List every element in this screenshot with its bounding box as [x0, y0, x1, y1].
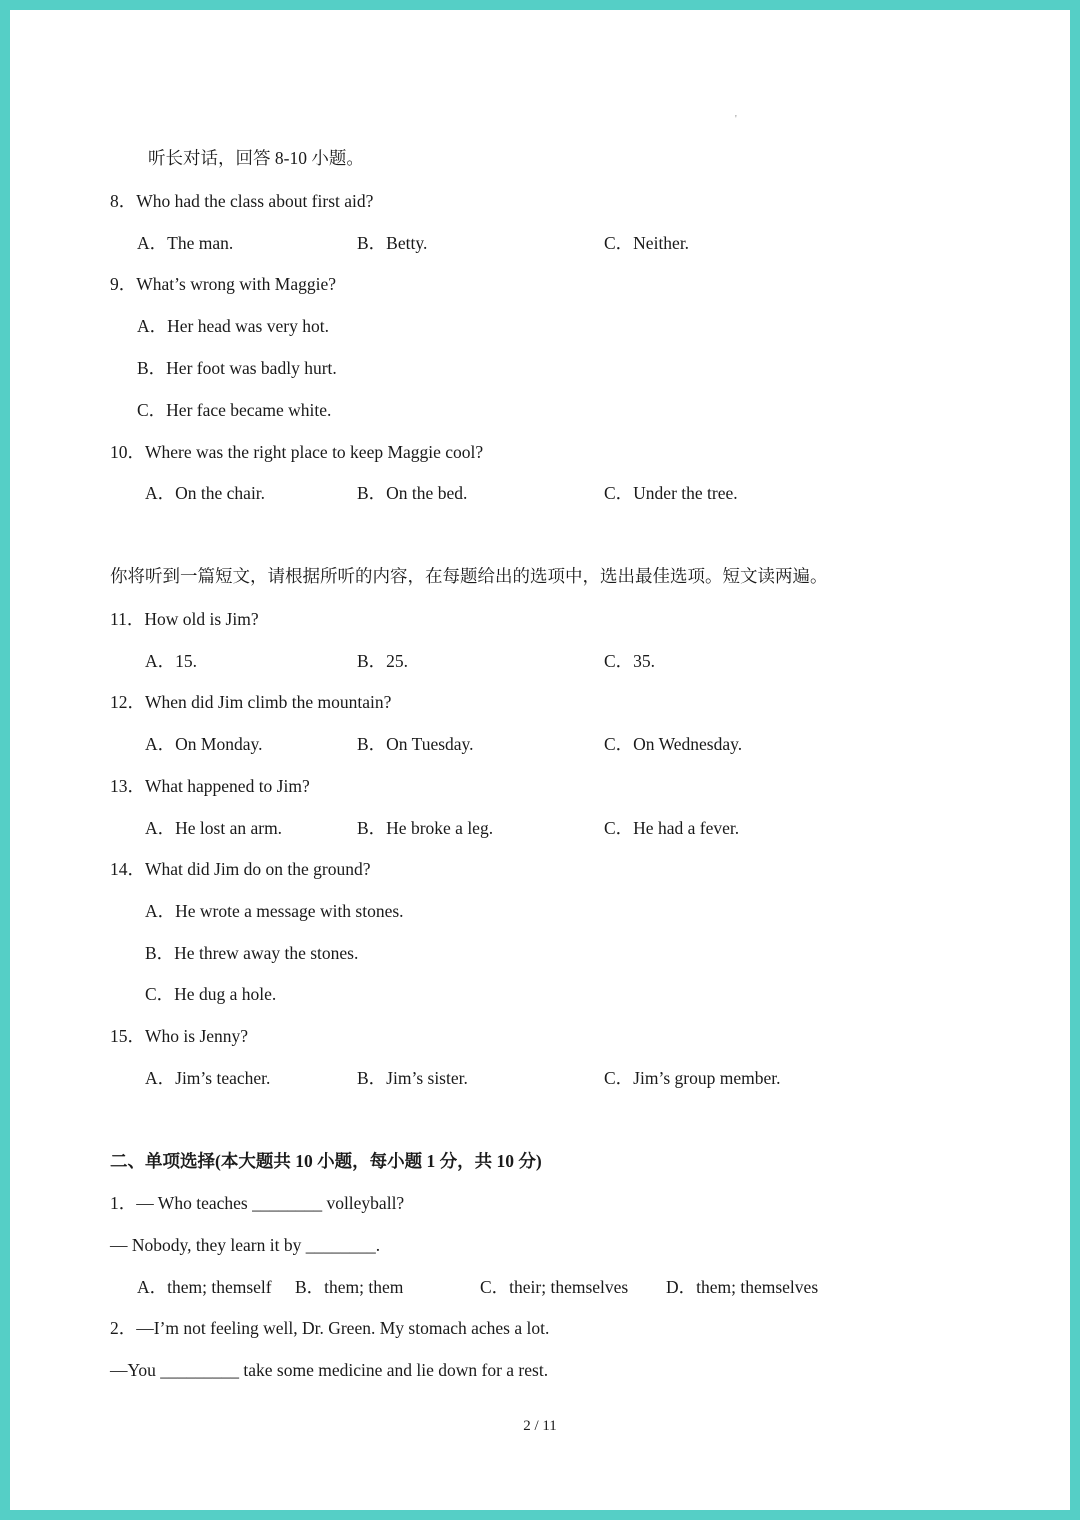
question-8-option-a: A．The man. [137, 233, 234, 253]
question-14-stem: 14．What did Jim do on the ground? [110, 859, 371, 879]
question-11-option-b: B．25. [357, 651, 409, 671]
grammar-1-option-a: A．them; themself [137, 1277, 272, 1297]
question-10-option-a: A．On the chair. [145, 483, 266, 503]
grammar-1-line-2: — Nobody, they learn it by ________. [110, 1235, 381, 1255]
section-intro-passage: 你将听到一篇短文，请根据所听的内容，在每题给出的选项中，选出最佳选项。短文读两遍。 [110, 566, 828, 586]
question-12-option-c: C．On Wednesday. [604, 734, 743, 754]
question-15-option-b: B．Jim’s sister. [357, 1068, 468, 1088]
grammar-1-option-c: C．their; themselves [480, 1277, 629, 1297]
question-9-option-c: C．Her face became white. [137, 400, 332, 420]
question-12-stem: 12．When did Jim climb the mountain? [110, 692, 392, 712]
exam-page [10, 10, 1070, 1510]
question-8-stem: 8．Who had the class about first aid? [110, 191, 374, 211]
question-8-option-c: C．Neither. [604, 233, 690, 253]
question-15-option-c: C．Jim’s group member. [604, 1068, 781, 1088]
grammar-2-line-2: —You _________ take some medicine and lie down for a rest. [110, 1360, 549, 1380]
question-9-stem: 9．What’s wrong with Maggie? [110, 274, 336, 294]
section-two-title: 二、单项选择(本大题共 10 小题，每小题 1 分，共 10 分) [110, 1151, 542, 1171]
stray-mark: ' [735, 114, 737, 125]
page-number: 2 / 11 [523, 1418, 557, 1434]
grammar-2-line-1: 2．—I’m not feeling well, Dr. Green. My stomach aches a lot. [110, 1318, 550, 1338]
question-14-option-a: A．He wrote a message with stones. [145, 901, 404, 921]
question-11-option-c: C．35. [604, 651, 656, 671]
question-15-option-a: A．Jim’s teacher. [145, 1068, 271, 1088]
question-10-stem: 10．Where was the right place to keep Maggie cool? [110, 442, 484, 462]
section-intro-long-dialogue: 听长对话，回答 8-10 小题。 [148, 148, 364, 168]
grammar-1-option-b: B．them; them [295, 1277, 404, 1297]
question-11-option-a: A．15. [145, 651, 198, 671]
question-10-option-b: B．On the bed. [357, 483, 468, 503]
question-13-option-c: C．He had a fever. [604, 818, 740, 838]
question-11-stem: 11．How old is Jim? [110, 609, 259, 629]
question-14-option-c: C．He dug a hole. [145, 984, 277, 1004]
question-13-option-a: A．He lost an arm. [145, 818, 283, 838]
question-15-stem: 15．Who is Jenny? [110, 1026, 249, 1046]
question-12-option-a: A．On Monday. [145, 734, 263, 754]
question-9-option-b: B．Her foot was badly hurt. [137, 358, 337, 378]
question-10-option-c: C．Under the tree. [604, 483, 738, 503]
question-9-option-a: A．Her head was very hot. [137, 316, 329, 336]
question-8-option-b: B．Betty. [357, 233, 428, 253]
question-14-option-b: B．He threw away the stones. [145, 943, 359, 963]
question-13-option-b: B．He broke a leg. [357, 818, 494, 838]
grammar-1-line-1: 1．— Who teaches ________ volleyball? [110, 1193, 405, 1213]
question-13-stem: 13．What happened to Jim? [110, 776, 310, 796]
grammar-1-option-d: D．them; themselves [666, 1277, 819, 1297]
question-12-option-b: B．On Tuesday. [357, 734, 474, 754]
